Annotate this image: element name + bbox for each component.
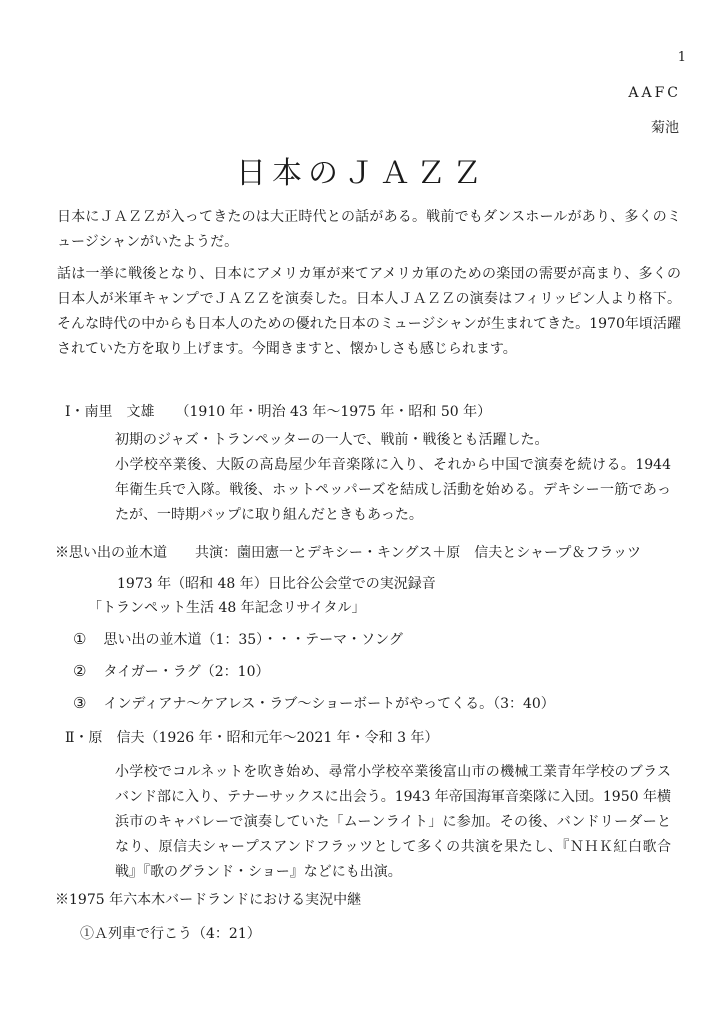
organization-label: AAFC xyxy=(628,85,681,101)
biography-hara: 小学校でコルネットを吹き始め、尋常小学校卒業後富山市の機械工業青年学校のブラスバンド部に入り、テナーサックスに出会う。1943 年帝国海軍音楽隊に入団。1950 年横浜市のキャバレーで演奏していた「ムーンライト」に参加。その後、バンドリーダーとなり、原信夫シャープスアンドフラッツとして多くの共演を果たし、『ＮＨＫ紅白歌合戦』『歌のグランド・ショー』などにも出演。 xyxy=(115,764,671,880)
track-item xyxy=(73,661,269,681)
track-title: Ａ列車で行こう（4：21） xyxy=(94,926,261,942)
author-name: 菊池 xyxy=(651,120,679,136)
track-item xyxy=(80,923,261,943)
track-title: タイガー・ラグ（2：10） xyxy=(103,664,270,680)
track-number: ③ xyxy=(73,694,87,712)
section-heading-hara: Ⅱ・原 信夫（1926 年・昭和元年〜2021 年・令和 3 年） xyxy=(65,730,439,746)
recording-info: 1973 年（昭和 48 年）日比谷公会堂での実況録音 xyxy=(117,576,436,592)
track-number: ① xyxy=(73,630,87,648)
document-title: 日本のＪＡＺＺ xyxy=(236,156,488,191)
page-number: 1 xyxy=(677,50,686,65)
note-birdland-live: ※1975 年六本木バードランドにおける実況中継 xyxy=(55,892,362,908)
track-item xyxy=(73,629,403,649)
track-item xyxy=(73,693,555,713)
intro-paragraph-1: 日本にＪＡＺＺが入ってきたのは大正時代との話がある。戦前でもダンスホールがあり、多くのミュージシャンがいたようだ。 xyxy=(57,209,681,250)
note-omoide-namikimichi: ※思い出の並木道 共演：薗田憲一とデキシー・キングス＋原 信夫とシャープ＆フラッツ xyxy=(55,545,642,561)
intro-paragraph-2: 話は一挙に戦後となり、日本にアメリカ軍が来てアメリカ軍のための楽団の需要が高まり、多くの日本人が米軍キャンプでＪＡＺＺを演奏した。日本人ＪＡＺＺの演奏はフィリッピン人より格下。そんな時代の中からも日本人のための優れた日本のミュージシャンが生まれてきた。1970年頃活躍されていた方を取り上げます。今聞きますと、懐かしさも感じられます。 xyxy=(57,266,681,357)
section-heading-nanri: Ⅰ・南里 文雄 （1910 年・明治 43 年〜1975 年・昭和 50 年） xyxy=(65,404,492,420)
track-number: ② xyxy=(73,662,87,680)
biography-nanri: 初期のジャズ・トランペッターの一人で、戦前・戦後とも活躍した。 小学校卒業後、大阪の高島屋少年音楽隊に入り、それから中国で演奏を続ける。1944 年衛生兵で入隊。戦後、ホットペッパーズを結成し活動を始める。デキシー一筋であったが、一時期バップに取り組んだときもあった。 xyxy=(115,432,671,523)
track-title: 思い出の並木道（1：35）・・・テーマ・ソング xyxy=(103,632,403,648)
track-title: インディアナ〜ケアレス・ラブ〜ショーボートがやってくる。（3：40） xyxy=(103,696,555,712)
track-number: ① xyxy=(80,926,94,942)
album-title: 「トランペット生活 48 年記念リサイタル」 xyxy=(88,600,366,616)
